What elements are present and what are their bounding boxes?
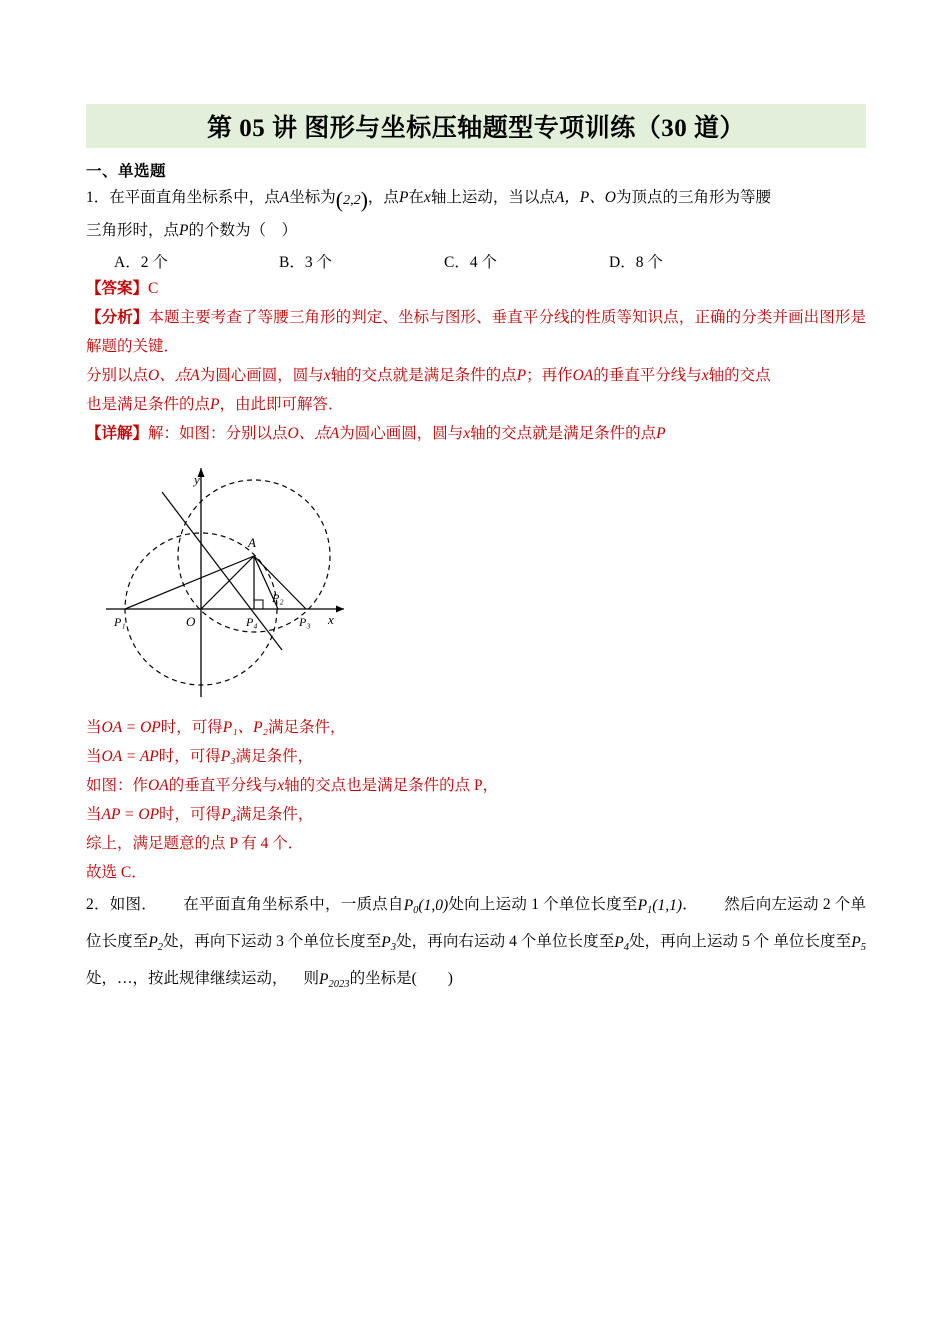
c2-prefix: 当 [86, 748, 102, 765]
c4-mid: 时，可得 [159, 806, 222, 823]
option-b[interactable]: B．3 个 [279, 254, 332, 271]
question-1-line2-var: P [179, 222, 189, 239]
p2-sub: 2 [157, 941, 164, 953]
question-1-text-a: 在平面直角坐标系中，点 [109, 189, 280, 206]
p2-name: P [148, 933, 158, 951]
detail-line [86, 419, 866, 448]
c2-suffix: 满足条件， [235, 748, 314, 765]
p0-sub: 0 [413, 904, 419, 916]
analysis-line-3 [86, 390, 866, 419]
analysis-l2-j: x [701, 367, 709, 384]
question-1-text-b: 坐标为 [289, 189, 336, 206]
p1-coord: (1,1) [652, 897, 682, 914]
answer-label: 【答案】 [86, 280, 149, 297]
analysis-l2-b: O、点 [148, 367, 191, 384]
conclusion-1 [86, 713, 866, 742]
question-2-line1-a: 如图． [109, 896, 157, 913]
question-1-text-f: 为顶点的三角形为等腰 [615, 189, 771, 206]
segment-oa [201, 556, 254, 609]
p3-sub: 3 [390, 941, 397, 953]
c4-pts: P₄ [221, 806, 236, 823]
c3-eq: OA [148, 777, 169, 794]
p5-name: P [851, 933, 861, 951]
analysis-l2-a: 分别以点 [86, 367, 149, 384]
analysis-l2-c: A [190, 367, 200, 384]
question-1-point-a: A [279, 189, 290, 206]
answer-line [86, 274, 866, 303]
analysis-l2-i: 的垂直平分线与 [593, 367, 702, 384]
coord-y: 2 [353, 193, 361, 208]
question-2-number: 2． [86, 896, 110, 913]
question-1-options [86, 250, 866, 272]
analysis-l2-h: ；再作 [526, 367, 573, 384]
analysis-l2-d: 为圆心画圆，圆与 [199, 367, 324, 384]
analysis-l2-oa: OA [572, 367, 594, 384]
point-p3 [381, 927, 396, 963]
point-p1 [638, 890, 682, 926]
point-p3-label: P₃ [299, 615, 311, 629]
c2-mid: 时，可得 [158, 748, 221, 765]
question-2-line1-b: 在平面直角坐标系中，一质点自 [183, 896, 404, 913]
question-2-line3-b: 处，…，按此规律继续运动， [86, 969, 288, 987]
c4-eq: AP = OP [101, 806, 160, 823]
question-2-line3-a: 单位长度至 [773, 932, 852, 950]
option-c[interactable]: C．4 个 [444, 254, 497, 271]
c1-mid: 时，可得 [160, 719, 223, 736]
analysis-line-1 [86, 303, 866, 361]
question-2-line1-d: ． [682, 896, 698, 913]
coordinate-plane-svg [96, 454, 358, 709]
question-2-line2-d: 处，再向上运动 5 个 [629, 932, 770, 950]
question-1-point-p: P [398, 189, 409, 206]
point-p5 [851, 927, 866, 963]
p4-name: P [614, 933, 624, 951]
analysis-l2-k: 轴的交点 [708, 367, 771, 384]
figure-container [86, 454, 866, 709]
point-p4-label: P₄ [246, 615, 258, 629]
analysis-text: 本题主要考查了等腰三角形的判定、坐标与图形、垂直平分线的性质等知识点，正确的分类并画出图形是解题的关键． [86, 309, 866, 355]
section-heading: 一、单选题 [86, 163, 167, 180]
p4-sub: 4 [623, 941, 630, 953]
c3-suffix: 轴的交点也是满足条件的点 P， [284, 777, 499, 794]
detail-a: 解：如图：分别以点 [148, 425, 288, 442]
point-p2-label: P₂ [272, 591, 284, 605]
question-1-stem-line2 [86, 216, 866, 246]
detail-e: x [463, 425, 471, 442]
p1-name: P [637, 897, 648, 914]
conclusion-final: 故选 C． [86, 864, 147, 881]
question-2-stem [86, 889, 866, 1000]
c2-eq: OA = AP [101, 748, 159, 765]
option-d[interactable]: D．8 个 [609, 254, 663, 271]
analysis-line-2 [86, 361, 866, 390]
p5-sub: 5 [860, 941, 866, 953]
question-1-vertices: A，P、O [554, 189, 616, 206]
point-a-label: A [248, 535, 256, 550]
detail-g: P [656, 425, 666, 442]
c4-suffix: 满足条件， [235, 806, 314, 823]
question-2-line3-d: 的坐标是( ) [349, 969, 453, 987]
coordinate-plane-figure [96, 454, 358, 709]
c1-prefix: 当 [86, 719, 102, 736]
analysis-label: 【分析】 [86, 309, 149, 326]
conclusion-4 [86, 800, 866, 829]
question-2-line1-c: 处向上运动 1 个单位长度至 [448, 896, 638, 913]
c3-pts: x [277, 777, 285, 794]
analysis-l2-g: P [516, 367, 527, 384]
c1-suffix: 满足条件， [268, 719, 346, 736]
analysis-l3-c: ，由此即可解答． [219, 396, 344, 413]
c1-eq: OA = OP [101, 719, 161, 736]
segment-p1-a [125, 556, 254, 609]
question-1-line2-b: 的个数为（ ） [188, 222, 297, 239]
right-angle-mark [254, 600, 263, 609]
detail-d: 为圆心画圆，圆与 [339, 425, 464, 442]
analysis-l3-b: P [210, 396, 220, 413]
question-1-answer-block [86, 274, 866, 448]
coord-x: 2 [343, 193, 351, 208]
analysis-l2-f: 轴的交点就是满足条件的点 [330, 367, 517, 384]
paren-open: ( [335, 187, 344, 212]
document-content [86, 104, 866, 1000]
x-axis-label: x [328, 612, 334, 627]
question-2-line2-a: 个单位长度至 [86, 896, 866, 950]
y-axis-label: y [194, 472, 200, 487]
point-p4 [614, 927, 629, 963]
detail-label: 【详解】 [86, 425, 149, 442]
p3-name: P [381, 933, 391, 951]
point-p0 [404, 890, 448, 926]
question-2-line2-c: 处，再向右运动 4 个单位长度至 [396, 932, 615, 950]
question-2-line3-c: 则 [303, 969, 320, 987]
c3-prefix: 如图：作 [86, 777, 149, 794]
p2023-name: P [319, 970, 329, 988]
question-1-stem [86, 183, 866, 216]
c2-pts: P₃ [220, 748, 236, 765]
c1-pts: P₁、P₂ [222, 719, 269, 736]
point-p2023 [319, 964, 350, 1000]
option-a[interactable]: A．2 个 [114, 254, 168, 271]
conclusion-3 [86, 771, 866, 800]
analysis-l2-e: x [323, 367, 331, 384]
x-axis-arrow [336, 606, 344, 613]
p0-coord: (1,0) [418, 897, 449, 914]
perpendicular-bisector [162, 492, 282, 650]
c3-mid: 的垂直平分线与 [168, 777, 278, 794]
p1-sub: 1 [647, 904, 653, 916]
question-1-axis-x: x [423, 189, 431, 206]
question-1-text-d: 在 [408, 189, 424, 206]
document-title-banner [86, 104, 866, 148]
question-1-line2-a: 三角形时，点 [86, 222, 180, 239]
origin-label: O [186, 614, 196, 629]
page-title: 第 05 讲 图形与坐标压轴题型专项训练（30 道） [206, 115, 745, 142]
question-1-text-e: 轴上运动，当以点 [430, 189, 555, 206]
question-1-coordinate [336, 185, 368, 216]
conclusion-summary: 综上，满足题意的点 P 有 4 个． [86, 835, 304, 852]
coord-comma: , [350, 193, 354, 208]
question-2-line1-e: 然后向左运动 2 [724, 896, 831, 913]
point-p2 [148, 927, 163, 963]
question-1-number: 1． [86, 189, 110, 206]
question-1-conclusions [86, 713, 866, 887]
p2023-sub: 2023 [328, 978, 350, 990]
answer-value: C [148, 280, 159, 297]
analysis-l3-a: 也是满足条件的点 [86, 396, 211, 413]
question-2-line2-b: 处，再向下运动 3 个单位长度至 [163, 932, 382, 950]
detail-b: O、点 [287, 425, 330, 442]
detail-c: A [329, 425, 340, 442]
point-p1-label: P₁ [114, 615, 126, 629]
c4-prefix: 当 [86, 806, 102, 823]
paren-close: ) [360, 187, 368, 212]
detail-f: 轴的交点就是满足条件的点 [470, 425, 657, 442]
conclusion-2 [86, 742, 866, 771]
question-1-text-c: ，点 [367, 189, 399, 206]
p0-name: P [403, 897, 414, 914]
